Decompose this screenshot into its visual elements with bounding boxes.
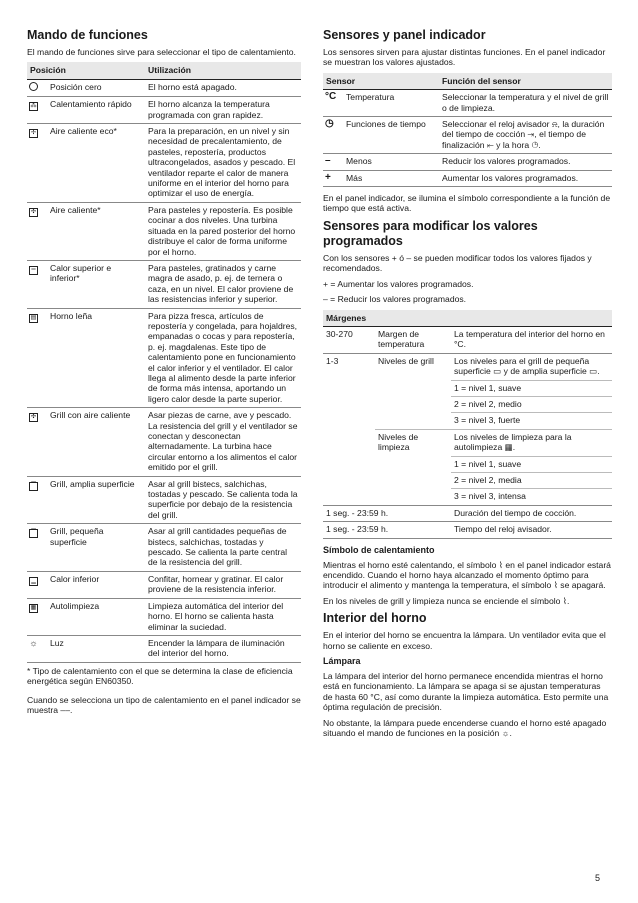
- page-number: 5: [594, 873, 600, 883]
- function-row: [27, 524, 301, 572]
- sensors-intro: Los sensores sirven para ajustar distintas funciones. En el panel indicador se muestran los valores ajustados.: [323, 47, 606, 68]
- margin-row-grill: 1-3 Niveles de grill Los niveles para el grill de pequeña superficie ▭ y de amplia superficie ▭.: [323, 353, 612, 380]
- minus-line: – = Reducir los valores programados.: [323, 294, 467, 305]
- function-use: El horno alcanza la temperatura programada con gran rapidez.: [145, 97, 301, 124]
- header-sensor: Sensor: [323, 73, 439, 90]
- function-row: [27, 308, 301, 408]
- function-position: Luz: [47, 635, 145, 662]
- margin-row-timer: 1 seg. - 23:59 h. Tiempo del reloj avisador.: [323, 522, 612, 538]
- section-title-sensors: Sensores y panel indicador: [323, 28, 486, 42]
- function-position: Horno leña: [47, 308, 145, 408]
- function-position: Calor superior e inferior*: [47, 260, 145, 308]
- sensors-table: [323, 73, 612, 187]
- margin-row-cleaning: Niveles de limpieza Los niveles de limpieza para la autolimpieza ▦.: [323, 429, 612, 456]
- heat-symbol-title: Símbolo de calentamiento: [323, 544, 435, 555]
- left-column: [27, 28, 301, 720]
- grill-hot-air-icon: ✣: [30, 414, 37, 421]
- function-row: [27, 79, 301, 96]
- function-use: Asar al grill cantidades pequeñas de bistecs, salchichas, tostadas y pescado. Se calienta la parte central de la resistencia del grill.: [145, 524, 301, 572]
- sensor-function: Seleccionar la temperatura y el nivel de grill o de limpieza.: [439, 90, 612, 117]
- heat-symbol-p2: En los niveles de grill y limpieza nunca se enciende el símbolo ⌇.: [323, 595, 570, 606]
- top-bottom-heat-icon: ═: [29, 266, 38, 275]
- hot-air-icon: ✣: [30, 208, 37, 215]
- function-row: [27, 124, 301, 203]
- sensor-row: [323, 117, 612, 154]
- zero-position-icon: [29, 82, 38, 91]
- footnote: * Tipo de calentamiento con el que se determina la clase de eficiencia energética según EN60350.: [27, 665, 293, 687]
- sensor-name: Menos: [343, 154, 439, 170]
- function-position: Grill, amplia superficie: [47, 476, 145, 524]
- header-margins: Márgenes: [323, 310, 612, 327]
- self-clean-icon: ▦: [30, 604, 37, 611]
- function-position: Autolimpieza: [47, 598, 145, 635]
- function-use: Confitar, hornear y gratinar. El calor proviene de la resistencia inferior.: [145, 571, 301, 598]
- function-row: [27, 635, 301, 662]
- right-column: [323, 28, 612, 743]
- rapid-heat-icon: ⁂: [30, 103, 37, 110]
- function-row: [27, 408, 301, 476]
- function-position: Grill con aire caliente: [47, 408, 145, 476]
- function-knob-intro: El mando de funciones sirve para seleccionar el tipo de calentamiento.: [27, 47, 296, 57]
- sensor-symbol: –: [323, 154, 343, 170]
- sensor-row: [323, 154, 612, 170]
- function-outro: Cuando se selecciona un tipo de calentamiento en el panel indicador se muestra ‒‒.: [27, 694, 301, 715]
- header-sensor-function: Función del sensor: [439, 73, 612, 90]
- grill-small-icon: ▔: [29, 529, 38, 538]
- sensor-row: [323, 90, 612, 117]
- interior-paragraph: En el interior del horno se encuentra la lámpara. Un ventilador evita que el horno se caliente en exceso.: [323, 630, 606, 651]
- function-position: Aire caliente*: [47, 202, 145, 260]
- sensor-function: Aumentar los valores programados.: [439, 170, 612, 186]
- function-position: Grill, pequeña superficie: [47, 524, 145, 572]
- function-row: [27, 598, 301, 635]
- margin-row-temperature: 30-270 Margen de temperatura La temperatura del interior del horno en °C.: [323, 326, 612, 353]
- function-use: Limpieza automática del interior del horno. El horno se calienta hasta eliminar la suciedad.: [145, 598, 301, 635]
- sensor-name: Más: [343, 170, 439, 186]
- sensor-function: Seleccionar el reloj avisador ⍾, la duración del tiempo de cocción ⇥, el tiempo de finalización ⇤ y la hora ◷.: [439, 117, 612, 154]
- function-row: [27, 260, 301, 308]
- functions-table: [27, 62, 301, 662]
- function-row: [27, 97, 301, 124]
- bottom-heat-icon: ▁: [29, 577, 38, 586]
- lamp-p2: No obstante, la lámpara puede encenderse cuando el horno esté apagado situando el mando de funciones en la posición ☼.: [323, 717, 607, 739]
- function-use: Para pasteles, gratinados y carne magra de asado, p. ej. de ternera o caza, en un nivel. El calor proviene de las resistencias inferior y superior.: [145, 260, 301, 308]
- function-use: Para la preparación, en un nivel y sin necesidad de precalentamiento, de pasteles, repostería, productos ultracongelados, asados y pescado. El ventilador reparte el calor de manera uniforme en el interior del horno para optimizar el uso de energía.: [145, 124, 301, 203]
- section-title-interior: Interior del horno: [323, 611, 427, 626]
- sensor-row: [323, 170, 612, 186]
- lamp-icon: ☼: [29, 637, 38, 648]
- function-use: Para pizza fresca, artículos de repostería y congelada, para hojaldres, empanadas o cocas y para repostería, p. ej. magdalenas. Este tipo de calentamiento pone en funcionamiento el calor inferior y el ventilador. El calor llega al alimento desde la parte inferior de forma más intensa, aportando un ligero calor desde la parte superior.: [145, 308, 301, 408]
- sensor-symbol: ◷: [323, 117, 343, 154]
- grill-large-icon: ▔: [29, 482, 38, 491]
- function-use: El horno está apagado.: [145, 79, 301, 96]
- function-row: [27, 571, 301, 598]
- sensor-name: Funciones de tiempo: [343, 117, 439, 154]
- sensor-symbol: °C: [323, 90, 343, 117]
- function-row: [27, 202, 301, 260]
- header-use: Utilización: [145, 62, 301, 79]
- margin-row-cook-time: 1 seg. - 23:59 h. Duración del tiempo de cocción.: [323, 505, 612, 521]
- function-position: Calentamiento rápido: [47, 97, 145, 124]
- sensor-function: Reducir los valores programados.: [439, 154, 612, 170]
- heat-symbol-p1: Mientras el horno esté calentando, el símbolo ⌇ en el panel indicador estará encendido. Cuando el horno haya alcanzado el momento óptimo para introducir el alimento y mantenga la temperatura, el símbolo ⌇ se apagará.: [323, 559, 611, 591]
- plus-line: + = Aumentar los valores programados.: [323, 278, 474, 289]
- function-use: Para pasteles y repostería. Es posible cocinar a dos niveles. Una turbina situada en la pared posterior del horno distribuye el calor de forma uniforme por el horno.: [145, 202, 301, 260]
- function-position: Posición cero: [47, 79, 145, 96]
- hot-air-eco-icon: ✢: [30, 130, 37, 137]
- function-position: Calor inferior: [47, 571, 145, 598]
- sensor-name: Temperatura: [343, 90, 439, 117]
- section-title-modify-values: Sensores para modificar los valores programados: [323, 218, 538, 248]
- section-title-function-knob: Mando de funciones: [27, 28, 148, 42]
- function-row: [27, 476, 301, 524]
- header-position: Posición: [27, 62, 145, 79]
- function-use: Asar al grill bistecs, salchichas, tostadas y pescado. Se calienta toda la superficie por debajo de la resistencia del grill.: [145, 476, 301, 524]
- modify-intro: Con los sensores + ó – se pueden modificar todos los valores fijados y recomendados.: [323, 252, 592, 274]
- function-use: Encender la lámpara de iluminación del interior del horno.: [145, 635, 301, 662]
- wood-oven-icon: ▤: [30, 314, 37, 321]
- lamp-title: Lámpara: [323, 656, 361, 667]
- sensor-symbol: +: [323, 170, 343, 186]
- function-use: Asar piezas de carne, ave y pescado. La resistencia del grill y el ventilador se conectan y desconectan alternadamente. La turbina hace circular entorno a los alimentos el calor emitido por el grill.: [145, 408, 301, 476]
- margins-table: Márgenes 30-270 Margen de temperatura La temperatura del interior del horno en °C. 1-3 Niveles de grill Los niveles para el grill de pequeña superficie ▭ y de amplia superficie ▭. 1 = nivel 1, suave 2 = nivel 2, medio 3 = nivel 3, fuerte Niveles de limpieza Los niveles de limpieza para la autolimpieza ▦. 1 = nivel 1, suave 2 = nivel 2, media 3 = nivel 3, intensa 1 seg. - 23:59 h. Duración del tiempo de cocción. 1 seg. - 23:59 h. Tiempo del reloj avisador.: [323, 310, 612, 539]
- lamp-p1: La lámpara del interior del horno permanece encendida mientras el horno está en funcionamiento. La lámpara se apaga si se ajustan temperaturas de hasta 60 °C, así como durante la limpieza automática. Esto permite una óptima regulación de precisión.: [323, 671, 609, 713]
- panel-note: En el panel indicador, se ilumina el símbolo correspondiente a la función de tiempo que está activa.: [323, 193, 611, 214]
- function-position: Aire caliente eco*: [47, 124, 145, 203]
